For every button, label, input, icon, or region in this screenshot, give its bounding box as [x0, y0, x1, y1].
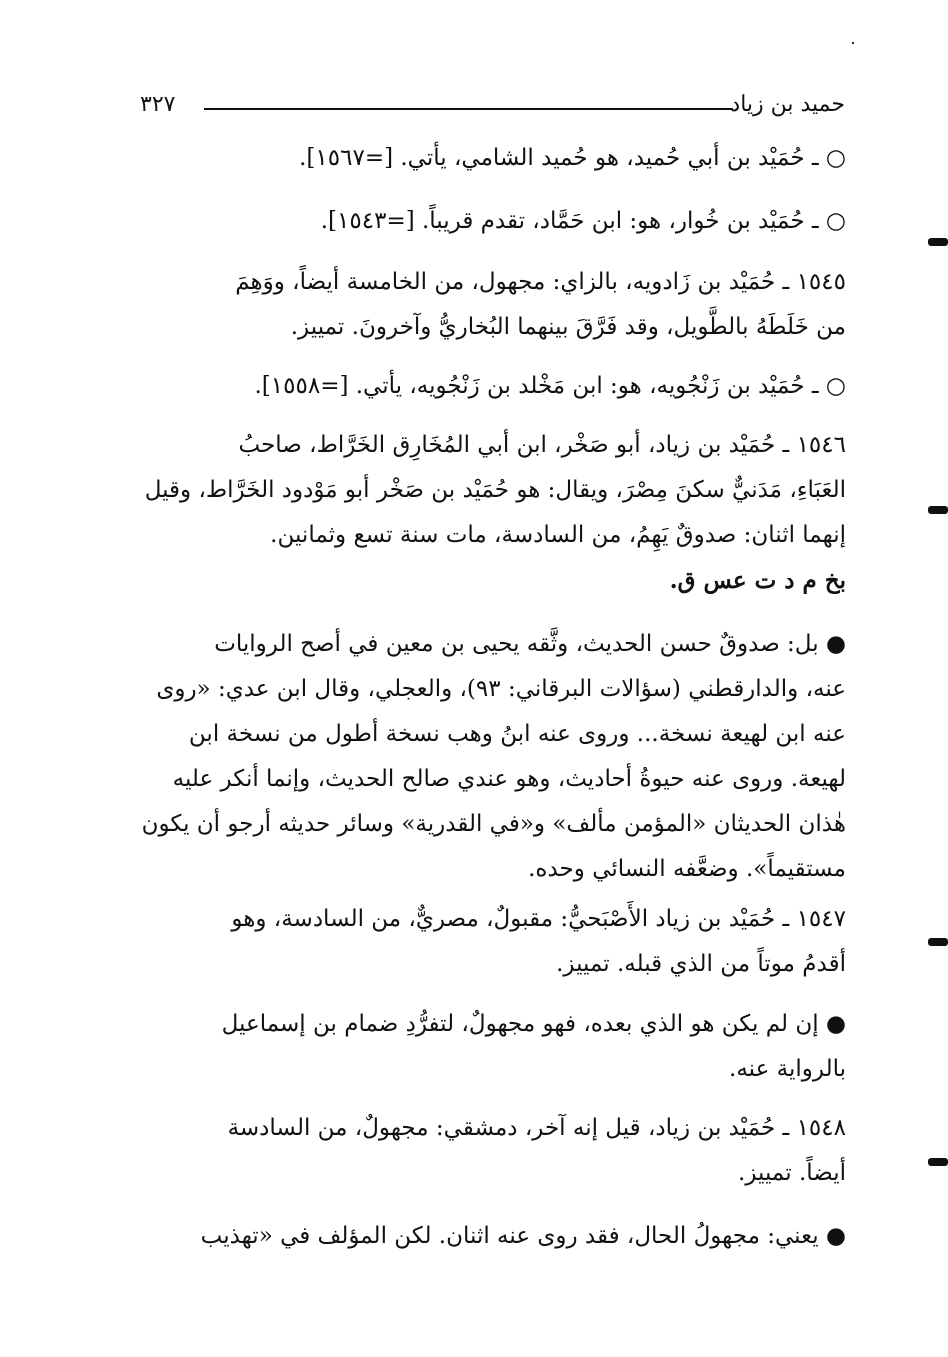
- entry-line: ١٥٤٨ ـ حُمَيْد بن زياد، قيل إنه آخر، دمشقي: مجهولٌ، من السادسة: [227, 1115, 846, 1141]
- page-number: ٣٢٧: [140, 92, 176, 117]
- entry-line: ○ ـ حُمَيْد بن أبي حُميد، هو حُميد الشامي، يأتي. [=١٥٦٧].: [299, 145, 846, 171]
- entry-line: العَبَاءِ، مَدَنيٌّ سكنَ مِصْرَ، ويقال: هو حُمَيْد بن صَخْر أبو مَوْدود الخَرَّاط، وقيل: [144, 477, 846, 503]
- cross-reference-entry: [140, 136, 846, 181]
- edge-binding-mark: [928, 506, 948, 514]
- entry-line: أيضاً. تمييز.: [738, 1160, 846, 1186]
- running-header: [140, 86, 845, 122]
- speck-mark: [852, 42, 854, 44]
- narrator-entry: [140, 897, 846, 987]
- entry-line: ○ ـ حُمَيْد بن خُوار، هو: ابن حَمَّاد، تقدم قريباً. [=١٥٤٣].: [320, 208, 846, 234]
- cross-reference-entry: [140, 199, 846, 244]
- entry-line: ١٥٤٧ ـ حُمَيْد بن زياد الأَصْبَحيُّ: مقبولٌ، مصريٌّ، من السادسة، وهو: [231, 906, 846, 932]
- entry-line: ● إن لم يكن هو الذي بعده، فهو مجهولٌ، لتفرُّدِ ضمام بن إسماعيل: [221, 1011, 846, 1037]
- narrator-entry: [140, 260, 846, 350]
- narrator-entry: [140, 1106, 846, 1196]
- entry-line: من خَلَطَهُ بالطَّويل، وقد فَرَّقَ بينهما البُخاريُّ وآخرونَ. تمييز.: [290, 314, 846, 340]
- entry-line: هٰذان الحديثان «المؤمن مألف» و«في القدرية» وسائر حديثه أرجو أن يكون: [141, 811, 846, 837]
- entry-line: لهيعة. وروى عنه حيوةُ أحاديث، وهو عندي صالح الحديث، وإنما أنكر عليه: [172, 766, 846, 792]
- entry-line: إنهما اثنان: صدوقٌ يَهِمُ، من السادسة، مات سنة تسع وثمانين.: [270, 522, 846, 548]
- entry-line: عنه ابن لهيعة نسخة... وروى عنه ابنُ وهب نسخة أطول من نسخة ابن: [188, 721, 846, 747]
- entry-line: مستقيماً». وضعَّفه النسائي وحده.: [528, 856, 846, 882]
- entry-line: ○ ـ حُمَيْد بن زَنْجُويه، هو: ابن مَخْلد بن زَنْجُويه، يأتي. [=١٥٥٨].: [254, 373, 846, 399]
- entry-line: ● يعني: مجهولُ الحال، فقد روى عنه اثنان. لكن المؤلف في «تهذيب: [200, 1223, 846, 1249]
- editorial-note: [140, 1214, 846, 1259]
- cross-reference-entry: [140, 364, 846, 409]
- entry-line: ● بل: صدوقٌ حسن الحديث، وثَّقه يحيى بن معين في أصح الروايات: [214, 631, 846, 657]
- editorial-note: [140, 622, 846, 892]
- entry-line: بالرواية عنه.: [729, 1056, 846, 1082]
- entry-line: عنه، والدارقطني (سؤالات البرقاني: ٩٣)، والعجلي، وقال ابن عدي: «روى: [156, 676, 846, 702]
- entry-line: ١٥٤٥ ـ حُمَيْد بن زَادويه، بالزاي: مجهول، من الخامسة أيضاً، ووَهِمَ: [235, 269, 846, 295]
- edge-binding-mark: [928, 238, 948, 246]
- narrator-entry: [140, 423, 846, 603]
- entry-line: ١٥٤٦ ـ حُمَيْد بن زياد، أبو صَخْر، ابن أبي المُخَارِق الخَرَّاط، صاحبُ: [238, 432, 846, 458]
- entry-sigla: بخ م د ت عس ق.: [669, 567, 846, 594]
- edge-binding-mark: [928, 938, 948, 946]
- running-title: حميد بن زياد: [730, 92, 845, 117]
- entry-line: أقدمُ موتاً من الذي قبله. تمييز.: [556, 951, 846, 977]
- editorial-note: [140, 1002, 846, 1092]
- edge-binding-mark: [928, 1158, 948, 1166]
- header-rule: [204, 108, 733, 110]
